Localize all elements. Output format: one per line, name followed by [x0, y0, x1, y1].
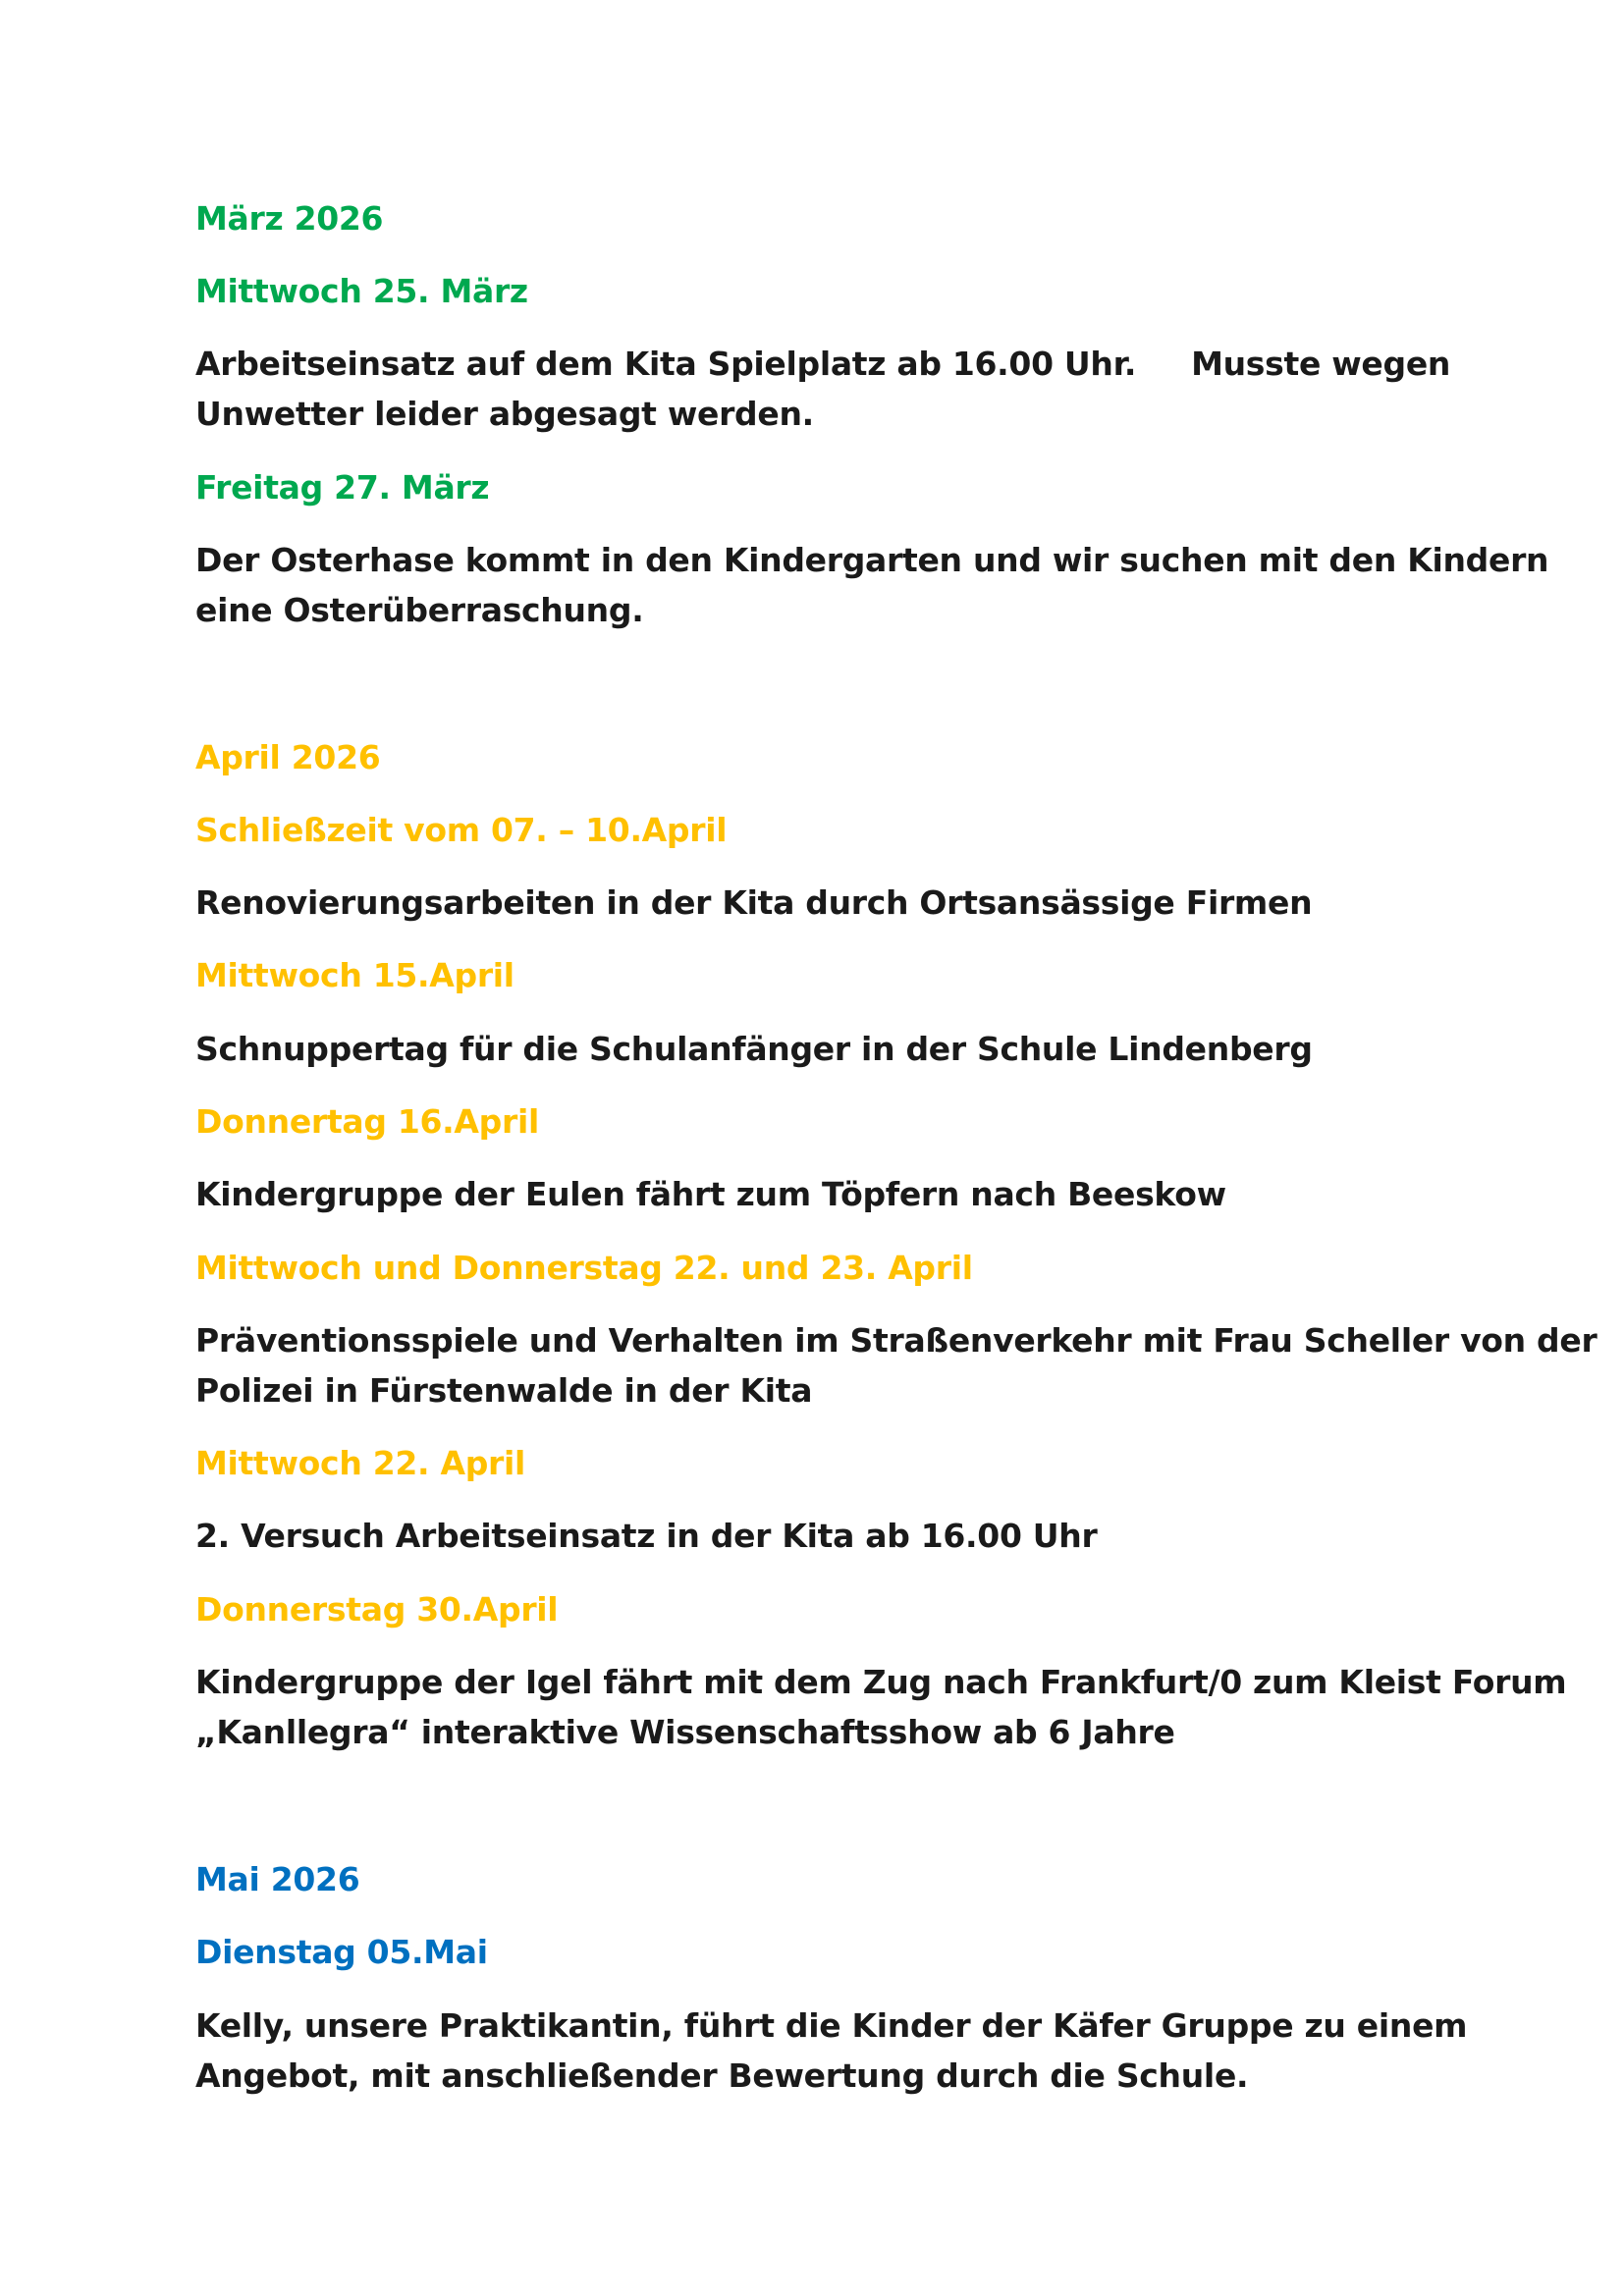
event-description: Angebot, mit anschließender Bewertung durch die Schule. — [195, 2056, 1249, 2095]
event-date: Dienstag 05.Mai — [195, 1933, 488, 1971]
event-description: Schnuppertag für die Schulanfänger in der Schule Lindenberg — [195, 1030, 1313, 1068]
event-description: Kindergruppe der Igel fährt mit dem Zug nach Frankfurt/0 zum Kleist Forum — [195, 1663, 1567, 1701]
month-heading-may: Mai 2026 — [195, 1860, 360, 1898]
event-date: Freitag 27. März — [195, 468, 490, 507]
event-description: Unwetter leider abgesagt werden. — [195, 395, 814, 433]
event-description: Kelly, unsere Praktikantin, führt die Kinder der Käfer Gruppe zu einem — [195, 2006, 1468, 2045]
event-date: Donnerstag 30.April — [195, 1590, 559, 1629]
event-description: Kindergruppe der Eulen fährt zum Töpfern nach Beeskow — [195, 1175, 1226, 1213]
month-heading-march: März 2026 — [195, 199, 384, 238]
event-description: „Kanllegra“ interaktive Wissenschaftsshow ab 6 Jahre — [195, 1713, 1175, 1751]
event-date: Mittwoch 22. April — [195, 1444, 526, 1482]
event-date: Mittwoch 15.April — [195, 956, 514, 994]
event-date: Mittwoch 25. März — [195, 272, 528, 310]
event-description: Polizei in Fürstenwalde in der Kita — [195, 1371, 813, 1410]
event-date: Donnertag 16.April — [195, 1102, 539, 1141]
event-description: eine Osterüberraschung. — [195, 591, 644, 629]
event-description: Präventionsspiele und Verhalten im Straßenverkehr mit Frau Scheller von der — [195, 1321, 1597, 1360]
event-description: Arbeitseinsatz auf dem Kita Spielplatz ab 16.00 Uhr. Musste wegen — [195, 345, 1451, 383]
event-date: Schließzeit vom 07. – 10.April — [195, 811, 728, 849]
event-description: Renovierungsarbeiten in der Kita durch Ortsansässige Firmen — [195, 883, 1313, 922]
month-heading-april: April 2026 — [195, 738, 381, 776]
event-description: 2. Versuch Arbeitseinsatz in der Kita ab 16.00 Uhr — [195, 1517, 1098, 1555]
event-description: Der Osterhase kommt in den Kindergarten und wir suchen mit den Kindern — [195, 541, 1549, 579]
event-date: Mittwoch und Donnerstag 22. und 23. April — [195, 1249, 973, 1287]
